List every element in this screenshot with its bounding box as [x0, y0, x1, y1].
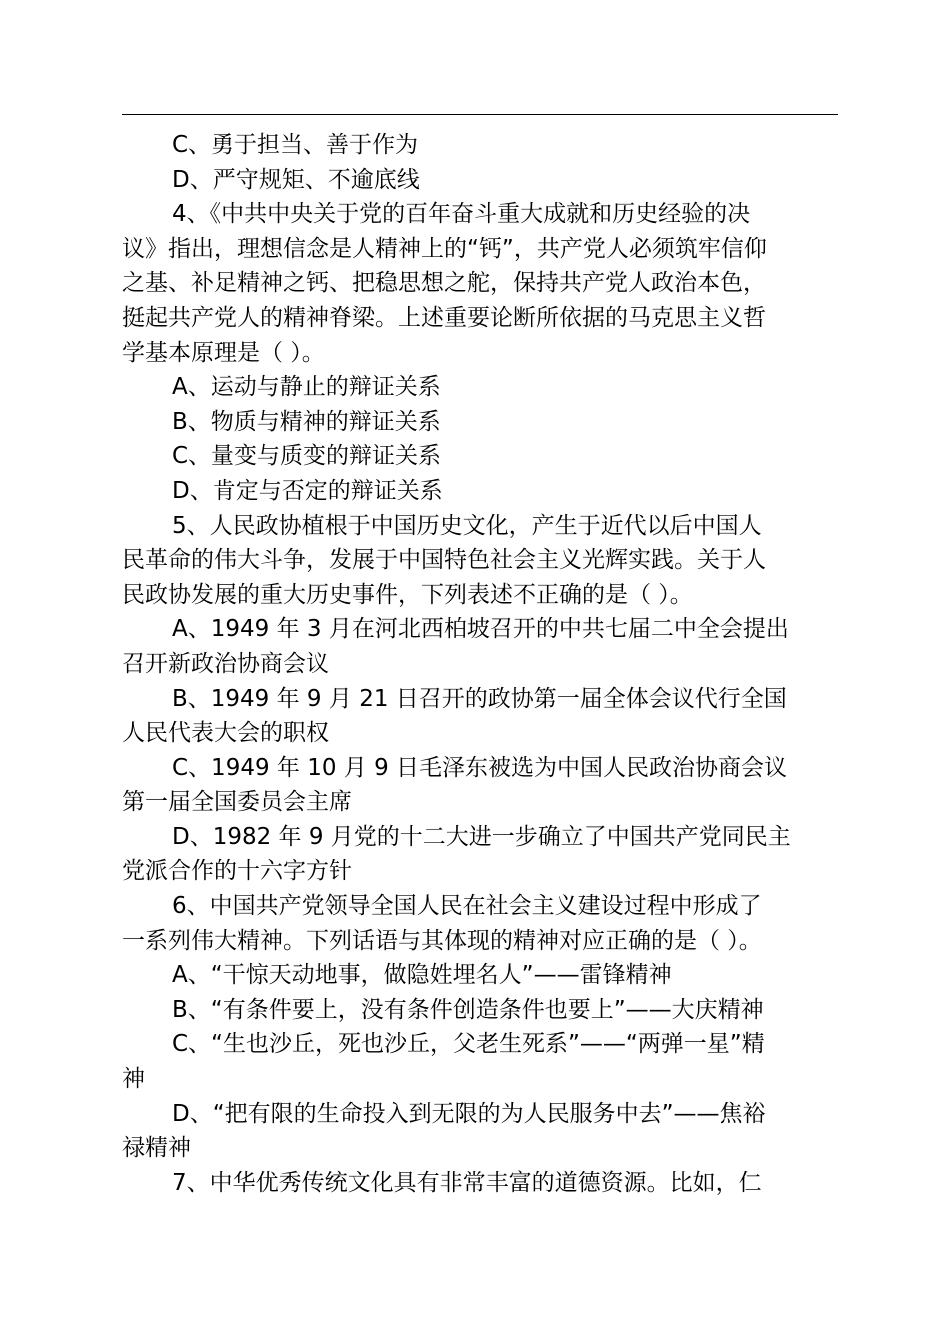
- option-line: 召开新政治协商会议: [122, 650, 329, 677]
- question-4-line: 挺起共产党人的精神脊梁。上述重要论断所依据的马克思主义哲: [122, 304, 766, 331]
- option-line: C、勇于担当、善于作为: [172, 132, 419, 158]
- question-4-line: 议》指出，理想信念是人精神上的“钙”，共产党人必须筑牢信仰: [122, 235, 767, 262]
- option-line: C、1949 年 10 月 9 日毛泽东被选为中国人民政治协商会议: [172, 754, 788, 781]
- option-line: 党派合作的十六字方针: [122, 858, 352, 885]
- option-line: 人民代表大会的职权: [122, 720, 329, 747]
- option-line: A、“干惊天动地事，做隐姓埋名人”——雷锋精神: [172, 962, 672, 989]
- option-line: B、“有条件要上，没有条件创造条件也要上”——大庆精神: [172, 996, 764, 1023]
- question-6-line: 6、中国共产党领导全国人民在社会主义建设过程中形成了: [172, 893, 762, 920]
- option-line: D、“把有限的生命投入到无限的为人民服务中去”——焦裕: [172, 1100, 766, 1127]
- question-5-line: 5、人民政协植根于中国历史文化，产生于近代以后中国人: [172, 512, 762, 539]
- option-line: 第一届全国委员会主席: [122, 789, 352, 816]
- option-line: D、严守规矩、不逾底线: [172, 166, 420, 193]
- option-line: 禄精神: [122, 1135, 191, 1162]
- option-line: B、物质与精神的辩证关系: [172, 408, 441, 435]
- question-5-line: 民革命的伟大斗争，发展于中国特色社会主义光辉实践。关于人: [122, 547, 766, 574]
- option-line: C、“生也沙丘，死也沙丘，父老生死系”——“两弹一星”精: [172, 1031, 765, 1058]
- option-line: C、量变与质变的辩证关系: [172, 443, 442, 470]
- question-4-line: 学基本原理是（ ）。: [122, 339, 325, 366]
- question-4-line: 之基、补足精神之钙、把稳思想之舵，保持共产党人政治本色，: [122, 270, 766, 297]
- option-line: B、1949 年 9 月 21 日召开的政协第一届全体会议代行全国: [172, 685, 787, 712]
- header-rule: [122, 114, 838, 115]
- question-5-line: 民政协发展的重大历史事件，下列表述不正确的是（ ）。: [122, 581, 693, 608]
- option-line: D、肯定与否定的辩证关系: [172, 477, 443, 504]
- question-6-line: 一系列伟大精神。下列话语与其体现的精神对应正确的是（ ）。: [122, 927, 762, 954]
- document-body: [122, 128, 838, 1200]
- option-line: 神: [122, 1066, 145, 1093]
- option-line: D、1982 年 9 月党的十二大进一步确立了中国共产党同民主: [172, 823, 791, 850]
- option-line: A、运动与静止的辩证关系: [172, 374, 441, 401]
- question-7-line: 7、中华优秀传统文化具有非常丰富的道德资源。比如，仁: [172, 1169, 762, 1196]
- option-line: A、1949 年 3 月在河北西柏坡召开的中共七届二中全会提出: [172, 616, 789, 643]
- question-4-line: 4、《中共中央关于党的百年奋斗重大成就和历史经验的决: [172, 201, 751, 228]
